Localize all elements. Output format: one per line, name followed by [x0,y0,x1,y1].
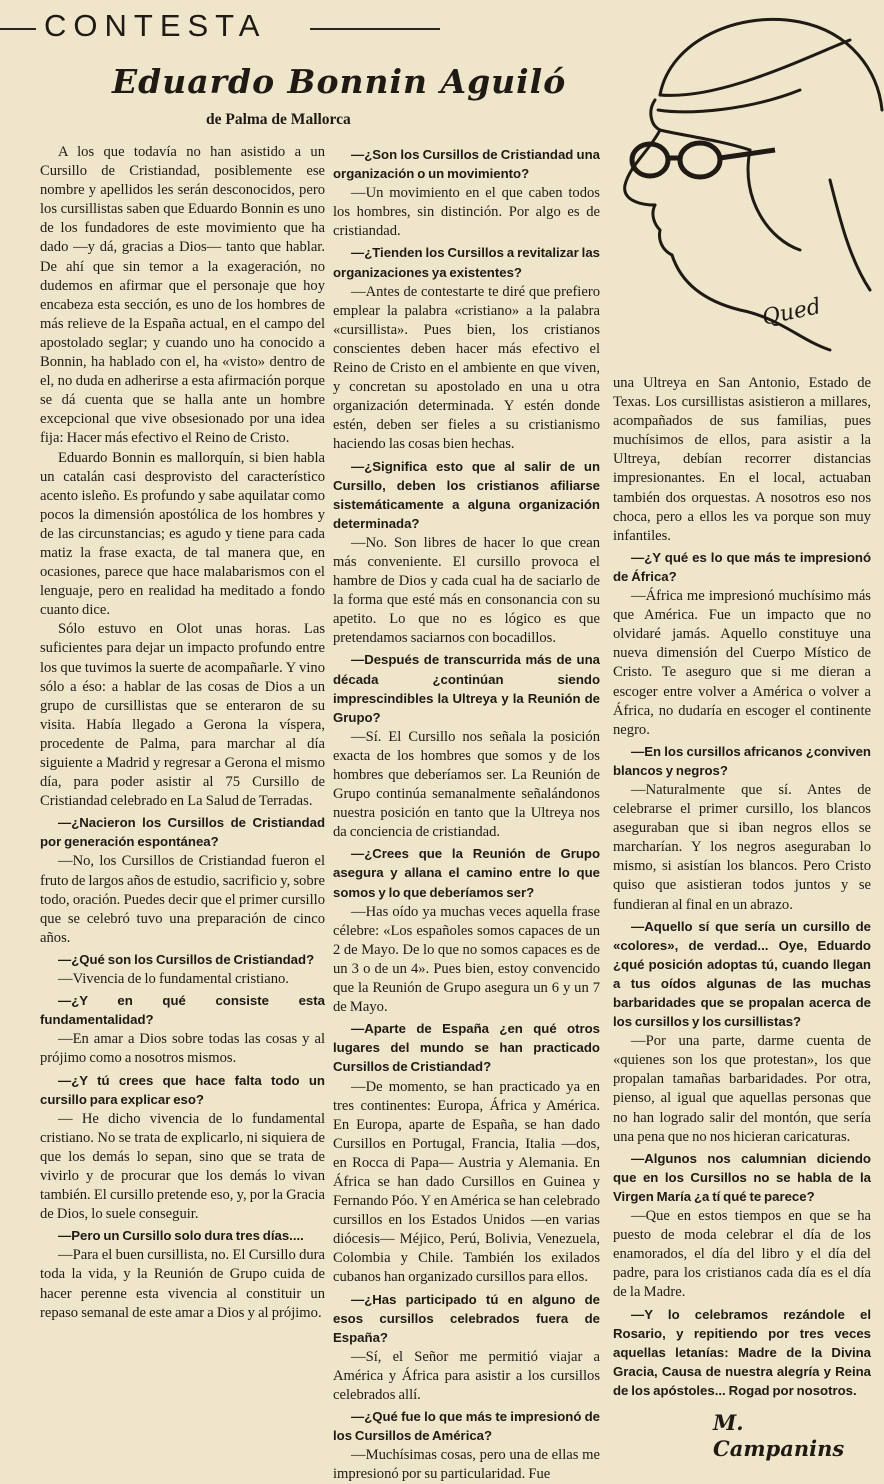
interview-question: —Después de transcurrida más de una década ¿continúan siendo imprescindibles la Ultreya y la Reunión de Grupo? [333,652,600,725]
interview-question: —Aparte de España ¿en qué otros lugares del mundo se han practicado Cursillos de Cristiandad? [333,1021,600,1075]
section-title: CONTESTA [44,8,267,43]
author-signature: M. Campanins [713,1409,845,1461]
paragraph: —Por una parte, darme cuenta de «quienes son los que protestan», los que propalan tamañas barbaridades. Por otra, pienso, al igual que aquellas personas que no han logrado salir del montón, que sería una pena que no nos hicieran caricaturas. [613,1033,871,1145]
paragraph: —Para el buen cursillista, no. El Cursillo dura toda la vida, y la Reunión de Grupo cuida de hacer perenne esta vivencia al constituir un repaso semanal de este amar a Dios y al prójimo. [40,1247,325,1321]
paragraph: —De momento, se han practicado ya en tres continentes: Europa, África y América. En Europa, aparte de España, se han dado Cursillos en Portugal, Francia, Italia —dos, en Rocca di Papa— Austria y Alemania. En África se han dado Cursillos en Guinea y Fernando Póo. Y en América se han celebrado cursillos en los Estados Unidos —en varias diócesis— Méjico, Perú, Bolivia, Venezuela, Colombia y Chile. También los exilados cubanos han organizado cursillos para ellos. [333,1078,600,1286]
artist-signature: Qued [759,294,824,331]
interview-question: —Aquello sí que sería un cursillo de «colores», de verdad... Oye, Eduardo ¿qué posición adoptas tú, cuando llegan a tus oídos algunas de las muchas barbaridades que se propalan acerca de los cursillos y los cursillistas? [613,918,871,1030]
header-rule-left [0,28,36,30]
section-header [0,8,600,48]
paragraph: —No. Son libres de hacer lo que crean más conveniente. El cursillo provoca el hambre de Dios y cada cual ha de saciarlo de la forma que esté más en consonancia con su apetito. Lo que no es lógico es que pretendamos saciarnos con bocadillos. [333,534,600,647]
paragraph: —Sí. El Cursillo nos señala la posición exacta de los hombres que somos y de los hombres que deberíamos ser. La Reunión de Grupo continúa semanalmente señalándonos nuestra posición en tanto que la Ultreya nos da conciencia de cristiandad. [333,728,600,841]
paragraph: —Que en estos tiempos en que se ha puesto de moda celebrar el día de los enamorados, el día del libro y el día del padre, para los cristianos cada día es el día de la Madre. [613,1208,871,1301]
paragraph: —En amar a Dios sobre todas las cosas y al prójimo como a nosotros mismos. [40,1031,325,1067]
paragraph: —No, los Cursillos de Cristiandad fueron el fruto de largos años de estudio, sacrificio y, sobre todo, oración. Puedes decir que el primer cursillo que se celebró tuvo una preparación de cinco años. [40,853,325,946]
interview-question: —En los cursillos africanos ¿conviven blancos y negros? [613,743,871,778]
paragraph: Sólo estuvo en Olot unas horas. Las suficientes para dejar un impacto profundo entre los que tuvimos la suerte de acompañarle. Y vino sólo a éso: a hablar de las cosas de Dios a un grupo de cursillistas que se enteraron de su visita. Había llegado a Gerona la víspera, procedente de Palma, para marchar al día siguiente a Madrid y regresar a Gerona el mismo día, para poder asistir al 75 Cursillo de Cristiandad celebrado en La Salud de Terradas. [40,621,325,810]
interview-question: —¿Tienden los Cursillos a revitalizar las organizaciones ya existentes? [333,245,600,280]
interview-question: —¿Y tú crees que hace falta todo un cursillo para explicar eso? [40,1072,325,1107]
paragraph: —Has oído ya muchas veces aquella frase célebre: «Los españoles somos capaces de un 2 de Mayo. De lo que no somos capaces es de un 3 o de un 4». Pues bien, estoy convencido que la Reunión de Grupo asegura un 6 y un 7 de Mayo. [333,903,600,1016]
paragraph: —África me impresionó muchísimo más que América. Fue un impacto que no olvidaré jamás. Aquello constituye una nueva dimensión del Cuerpo Místico de Cristo. Te aseguro que si me dieran a escoger entre volver a América o volver a África, no dudaría en escoger el continente negro. [613,588,871,738]
paragraph: —Muchísimas cosas, pero una de ellas me impresionó por su particularidad. Fue [333,1447,600,1483]
paragraph: —Un movimiento en el que caben todos los hombres, sin distinción. Por algo es de cristiandad. [333,185,600,240]
paragraph: Eduardo Bonnin es mallorquín, si bien habla un catalán casi desprovisto del característico acento isleño. Es profundo y sabe aquilatar como pocos la dimensión apostólica de los hombres y de las circunstancias; es agudo y tiene para cada matiz la frase exacta, de tal manera que, en ocasiones, parece que hace malabarismos con el lenguaje, pero en realidad ha meditado a fondo cuanto dice. [40,449,325,619]
paragraph: —Vivencia de lo fundamental cristiano. [58,971,289,988]
article-title: Eduardo Bonnin Aguiló [112,62,567,101]
interview-question: —¿Nacieron los Cursillos de Cristiandad por generación espontánea? [40,815,325,850]
interview-question: —¿Has participado tú en alguno de esos cursillos celebrados fuera de España? [333,1291,600,1345]
paragraph: — He dicho vivencia de lo fundamental cristiano. No se trata de explicarlo, ni siquiera de que los demás lo sepan, sino que se trata de vivirlo y de procurar que los demás lo vivan también. El cursillo pretende eso, y, por la Gracia de Dios, lo suele conseguir. [40,1110,325,1223]
interview-question: —¿Y qué es lo que más te impresionó de África? [613,549,871,584]
article-subtitle: de Palma de Mallorca [206,111,351,128]
paragraph: —Naturalmente que sí. Antes de celebrarse el primer cursillo, los blancos aseguraban que si iban negros ellos se marcharían. Y los negros aseguraban lo mismo, si asistían los blancos. Pero Cristo quiso que asistieran todos juntos y se fundieran al final en un abrazo. [613,781,871,913]
paragraph: —Sí, el Señor me permitió viajar a América y África para asistir a los cursillos celebrados allí. [333,1348,600,1403]
paragraph: —Antes de contestarte te diré que prefiero emplear la palabra «cristiano» a la palabra «cursillista». Pues bien, los cristianos conscientes deben hacer más efectivo el Reino de Cristo en el ambiente en que viven, y concretan su apostolado en una u otra organización determinada. Y estén donde estén, deben ser fieles a su cristianismo haciendo las cosas bien hechas. [333,283,600,453]
interview-question: —¿Son los Cursillos de Cristiandad una organización o un movimiento? [333,147,600,182]
caricature-illustration [600,0,884,372]
interview-question: —¿Y en qué consiste esta fundamentalidad? [40,993,325,1028]
interview-question: —Pero un Cursillo solo dura tres días.... [58,1228,304,1244]
interview-question: —¿Qué fue lo que más te impresionó de los Cursillos de América? [333,1409,600,1444]
header-rule-right [310,28,440,30]
article-column-3 [613,374,871,1462]
interview-question: —Algunos nos calumnian diciendo que en los Cursillos no se habla de la Virgen María ¿a tí qué te parece? [613,1150,871,1204]
paragraph: A los que todavía no han asistido a un Cursillo de Cristiandad, posiblemente ese nombre y apellidos les serán desconocidos, pero los cursillistas saben que Eduardo Bonnin es uno de los fundadores de este movimiento que ha dado —y dá, gracias a Dios— tanto que hablar. De ahí que sin temor a la exageración, no dudemos en afirmar que el personaje que hoy encabeza esta sección, es uno de los hombres de más relieve de la España actual, en el campo del apostolado seglar; y cuando uno ha conocido a Bonnin, ha hablado con el, ha «visto» dentro de el, no duda en adherirse a esta afirmación porque se dá cuenta que se halla ante un hombre excepcional que vive obsesionado por una idea fija: Hacer más efectivo el Reino de Cristo. [40,144,325,447]
article-column-1 [40,143,325,1323]
paragraph: una Ultreya en San Antonio, Estado de Texas. Los cursillistas asistieron a millares, acompañados de sus familias, pues muchísimos de ellos, para asistir a la Ultreya, debían recorrer distancias impresionantes. En el local, actuaban también dos orquestas. A nosotros eso nos choca, pero a ellos les va porque son muy infantiles. [613,375,871,544]
interview-question: —¿Significa esto que al salir de un Cursillo, deben los cristianos afiliarse sistemáticamente a alguna organización determinada? [333,458,600,531]
interview-question: —Y lo celebramos rezándole el Rosario, y repitiendo por tres veces aquellas letanías: Madre de la Divina Gracia, Causa de nuestra alegría y Reina de los apóstoles... Rogad por nosotros. [613,1306,871,1398]
interview-question: —¿Crees que la Reunión de Grupo asegura y allana el camino entre lo que somos y lo que deberíamos ser? [333,846,600,900]
interview-question: —¿Qué son los Cursillos de Cristiandad? [58,951,315,967]
article-column-2 [333,143,600,1484]
